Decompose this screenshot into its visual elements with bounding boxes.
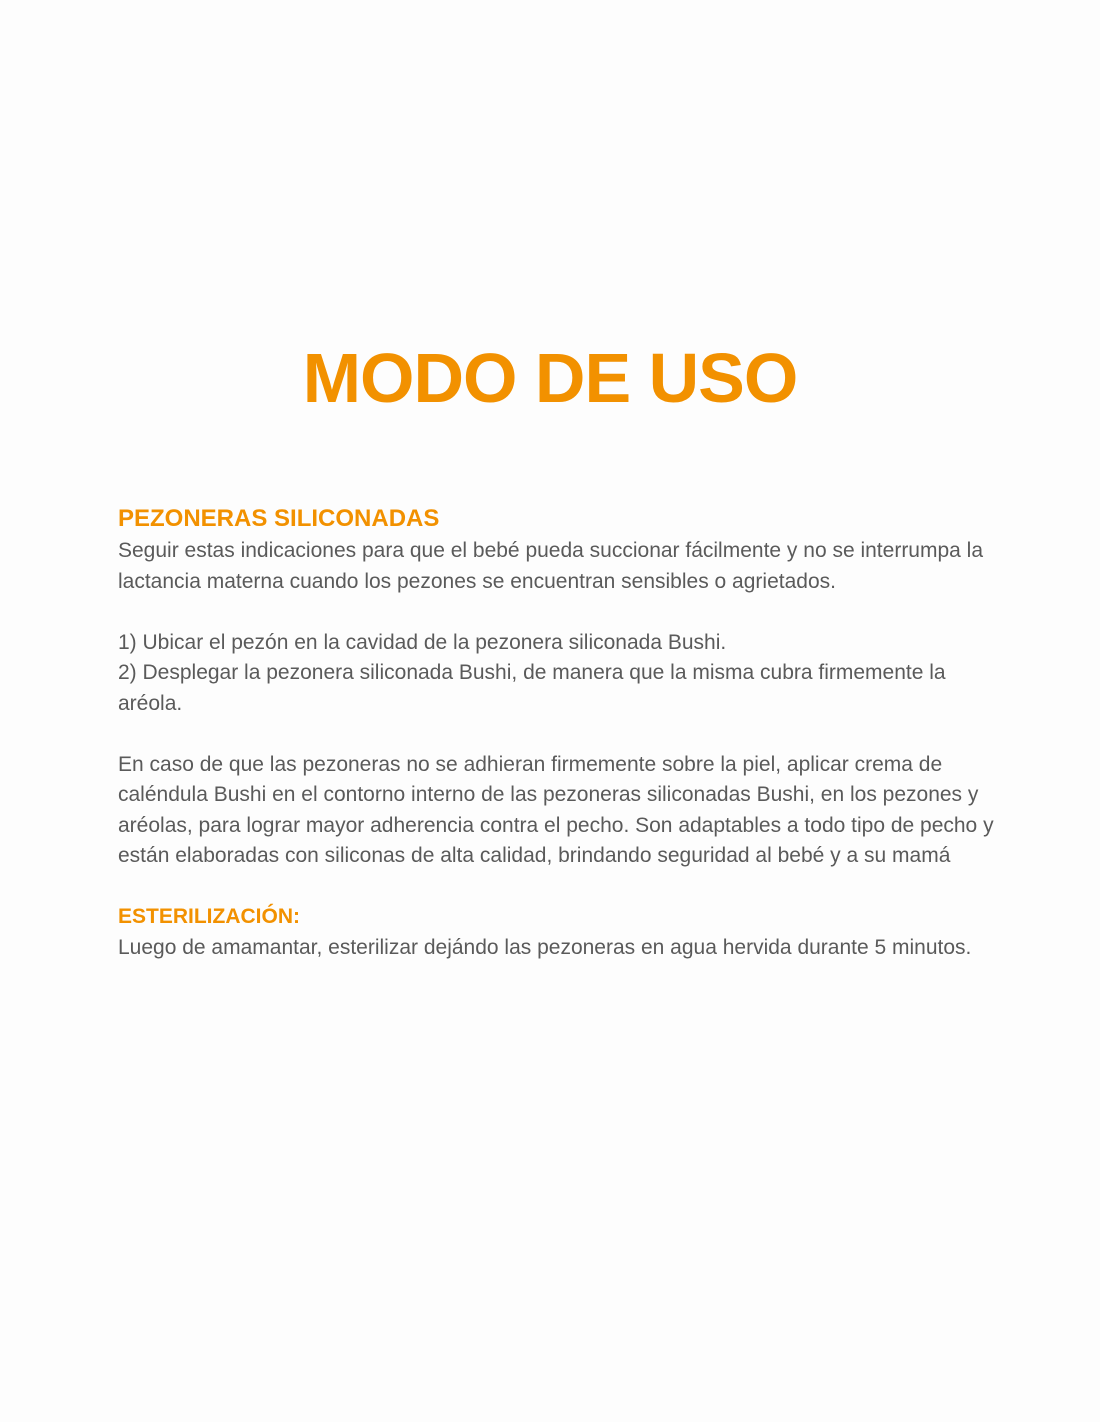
sterilization-paragraph: Luego de amamantar, esterilizar dejándo las pezoneras en agua hervida durante 5 minutos. [118,935,972,959]
intro-paragraph: Seguir estas indicaciones para que el bebé pueda succionar fácilmente y no se interrumpa la lactancia materna cuando los pezones se encuentran sensibles o agrietados. [118,539,984,593]
step-2: 2) Desplegar la pezonera siliconada Bushi, de manera que la misma cubra firmemente la aréola. [118,661,946,715]
step-1: 1) Ubicar el pezón en la cavidad de la pezonera siliconada Bushi. [118,630,727,654]
spacer [118,719,998,750]
section-heading-esterilizacion: ESTERILIZACIÓN: [118,905,300,928]
page-title: MODO DE USO [302,339,798,417]
section-heading-pezoneras: PEZONERAS SILICONADAS [118,505,440,532]
document-content [118,502,998,963]
spacer [118,597,998,628]
note-paragraph: En caso de que las pezoneras no se adhieran firmemente sobre la piel, aplicar crema de caléndula Bushi en el contorno interno de las pezoneras siliconadas Bushi, en los pezones y aréolas, para lograr mayor adherencia contra el pecho. Son adaptables a todo tipo de pecho y están elaboradas con siliconas de alta calidad, brindando seguridad al bebé y a su mamá [118,752,994,867]
spacer [118,872,998,903]
